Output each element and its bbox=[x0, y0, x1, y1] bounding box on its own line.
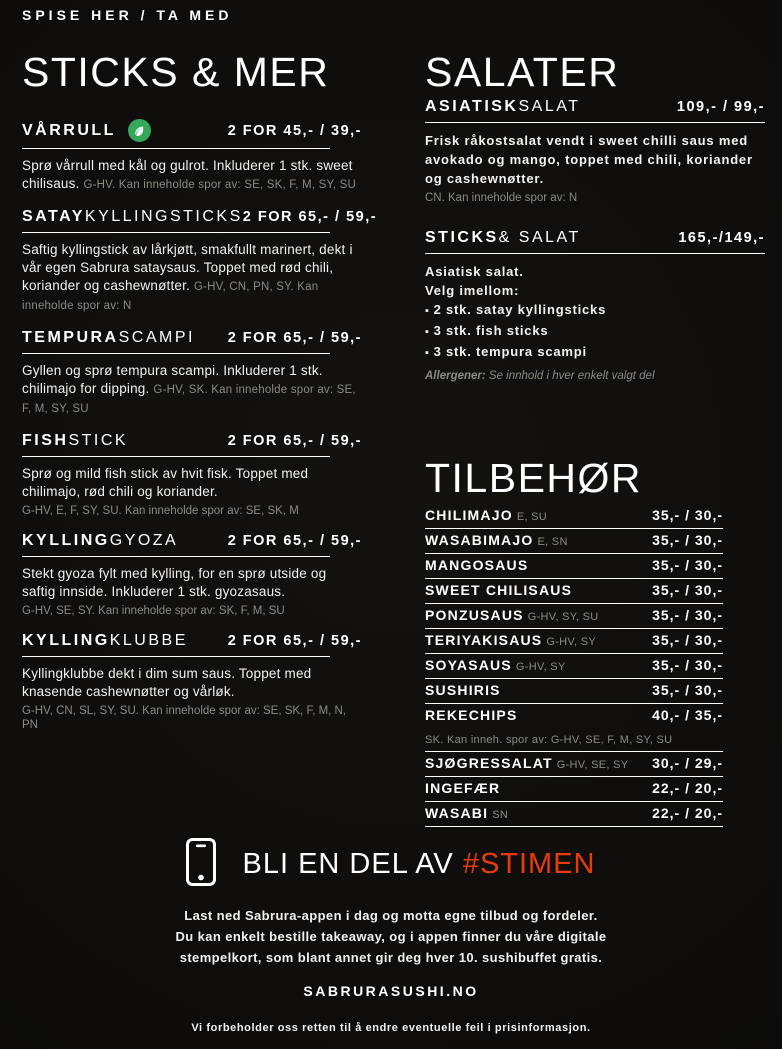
tilbehor-allergens: SN bbox=[492, 809, 509, 821]
tilbehor-price: 40,- / 35,- bbox=[652, 707, 723, 723]
item-allergens: G-HV, CN, PN, SY. Kan inneholde spor av: N bbox=[22, 281, 319, 312]
divider bbox=[425, 253, 765, 254]
item-allergens: G-HV, SE, SY. Kan inneholde spor av: SK, F, M, SU bbox=[22, 605, 285, 617]
option-item: ▪ 2 stk. satay kyllingsticks bbox=[425, 300, 765, 321]
tilbehor-name: PONZUSAUS bbox=[425, 607, 524, 623]
tilbehor-price: 30,- / 29,- bbox=[652, 755, 723, 771]
tilbehor-price: 35,- / 30,- bbox=[652, 532, 723, 548]
section-title-salater: SALATER bbox=[425, 49, 620, 95]
cta-text: BLI EN DEL AV bbox=[242, 848, 454, 880]
salater-tilbehor-section bbox=[425, 50, 765, 827]
tilbehor-name: TERIYAKISAUS bbox=[425, 632, 543, 648]
app-description-line: Du kan enkelt bestille takeaway, og i appen finner du våre digitale bbox=[175, 929, 607, 944]
item-description: Stekt gyoza fylt med kylling, for en sprø utside og saftig innside. Inkluderer 1 stk. gyozasaus. bbox=[22, 566, 327, 599]
tilbehor-row bbox=[425, 752, 723, 777]
vegetarian-leaf-icon bbox=[128, 119, 151, 142]
menu-item-fish-stick: FISH STICK 2 FOR 65,- / 59,- Sprø og mild fish stick av hvit fisk. Toppet med chilimajo, rød chili og koriander. G-HV, E, F, SY, SU. Kan inneholde spor av: SE, SK, M bbox=[22, 432, 362, 517]
tilbehor-row bbox=[425, 679, 723, 704]
price-disclaimer: Vi forbeholder oss retten til å endre eventuelle feil i prisinformasjon. bbox=[191, 1022, 591, 1034]
allergen-note: Se innhold i hver enkelt valgt del bbox=[488, 370, 655, 382]
item-name: KYLLING bbox=[22, 532, 110, 549]
item-price: 2 FOR 65,- / 59,- bbox=[227, 433, 362, 449]
tilbehor-price: 35,- / 30,- bbox=[652, 507, 723, 523]
sticks-mer-section bbox=[22, 49, 378, 746]
tilbehor-row bbox=[425, 529, 723, 554]
app-description-line: stempelkort, som blant annet gir deg hver 10. sushibuffet gratis. bbox=[179, 950, 603, 965]
tilbehor-price: 35,- / 30,- bbox=[652, 557, 723, 573]
item-price: 2 FOR 65,- / 59,- bbox=[242, 209, 378, 225]
tilbehor-row bbox=[425, 579, 723, 604]
tilbehor-row bbox=[425, 604, 723, 629]
tilbehor-allergens: G-HV, SY bbox=[515, 661, 566, 673]
item-name: TEMPURA bbox=[22, 329, 119, 346]
tilbehor-name: SWEET CHILISAUS bbox=[425, 582, 573, 598]
tilbehor-price: 35,- / 30,- bbox=[652, 682, 723, 698]
item-description-line: Asiatisk salat. bbox=[425, 264, 524, 279]
footer bbox=[0, 838, 782, 1034]
tilbehor-row-note: SK. Kan inneh. spor av: G-HV, SE, F, M, SY, SU bbox=[425, 728, 723, 752]
tilbehor-price: 35,- / 30,- bbox=[652, 607, 723, 623]
option-item: ▪ 3 stk. tempura scampi bbox=[425, 342, 765, 363]
tilbehor-name: SJØGRESSALAT bbox=[425, 755, 553, 771]
tilbehor-allergens: G-HV, SY, SU bbox=[527, 611, 599, 623]
allergen-note-label: Allergener: bbox=[425, 370, 486, 382]
section-title-tilbehor: TILBEHØR bbox=[425, 455, 643, 501]
item-description: Gyllen og sprø tempura scampi. Inkluderer 1 stk. chilimajo for dipping. bbox=[22, 363, 323, 396]
app-cta bbox=[0, 838, 782, 891]
item-allergens: G-HV, CN, SL, SY, SU. Kan inneholde spor av: SE, SK, F, M, N, PN bbox=[22, 705, 347, 731]
tilbehor-price: 22,- / 20,- bbox=[652, 780, 723, 796]
tilbehor-price: 35,- / 30,- bbox=[652, 657, 723, 673]
item-description: Sprø vårrull med kål og gulrot. Inkluderer 1 stk. sweet chilisaus. bbox=[22, 158, 353, 191]
tilbehor-name: WASABI bbox=[425, 805, 489, 821]
item-price: 2 FOR 45,- / 39,- bbox=[227, 122, 362, 139]
item-allergens: G-HV, SK. Kan inneholde spor av: SE, F, M, SY, SU bbox=[22, 384, 356, 415]
website-url: SABRURASUSHI.NO bbox=[303, 983, 479, 999]
divider bbox=[22, 148, 330, 149]
tilbehor-row bbox=[425, 504, 723, 529]
tilbehor-row bbox=[425, 802, 723, 827]
tilbehor-name: WASABIMAJO bbox=[425, 532, 534, 548]
divider bbox=[22, 353, 330, 354]
tilbehor-row bbox=[425, 777, 723, 802]
tilbehor-allergens: G-HV, SE, SY bbox=[556, 759, 629, 771]
item-description-line: Velg imellom: bbox=[425, 283, 520, 298]
tilbehor-price: 35,- / 30,- bbox=[652, 632, 723, 648]
tilbehor-price: 35,- / 30,- bbox=[652, 582, 723, 598]
menu-item-asiatisk-salat: ASIATISK SALAT 109,- / 99,- Frisk råkostsalat vendt i sweet chilli saus med avokado og mango, toppet med chili, koriander og cashewnøtter. CN. Kan inneholde spor av: N bbox=[425, 98, 765, 204]
item-description: Kyllingklubbe dekt i dim sum saus. Toppet med knasende cashewnøtter og vårløk. bbox=[22, 666, 312, 699]
menu-item-kyllingklubbe: KYLLING KLUBBE 2 FOR 65,- / 59,- Kyllingklubbe dekt i dim sum saus. Toppet med knasende cashewnøtter og vårløk. G-HV, CN, SL, SY, SU. Kan inneholde spor av: SE, SK, F, M, N, PN bbox=[22, 632, 362, 731]
item-description: Sprø og mild fish stick av hvit fisk. Toppet med chilimajo, rød chili og koriander. bbox=[22, 466, 309, 499]
item-allergens: G-HV, E, F, SY, SU. Kan inneholde spor av: SE, SK, M bbox=[22, 505, 299, 517]
divider bbox=[425, 122, 765, 123]
item-description: Saftig kyllingstick av lårkjøtt, smakfullt marinert, dekt i vår egen Sabrura sataysaus. Toppet med rød chili, koriander og cashewnøtter. bbox=[22, 242, 353, 293]
item-name: FISH bbox=[22, 432, 69, 449]
tilbehor-allergens: E, SN bbox=[537, 536, 568, 548]
divider bbox=[22, 232, 330, 233]
item-price: 109,- / 99,- bbox=[676, 99, 765, 115]
menu-item-tempura-scampi: TEMPURA SCAMPI 2 FOR 65,- / 59,- Gyllen og sprø tempura scampi. Inkluderer 1 stk. chilimajo for dipping. G-HV, SK. Kan inneholde spor av: SE, F, M, SY, SU bbox=[22, 329, 362, 415]
item-price: 2 FOR 65,- / 59,- bbox=[227, 330, 362, 346]
divider bbox=[22, 556, 330, 557]
app-description bbox=[0, 905, 782, 968]
item-price: 165,-/149,- bbox=[678, 230, 765, 246]
tilbehor-name: CHILIMAJO bbox=[425, 507, 513, 523]
tilbehor-row bbox=[425, 704, 723, 728]
menu-item-varrull bbox=[22, 119, 362, 194]
tilbehor-row bbox=[425, 629, 723, 654]
tilbehor-name: REKECHIPS bbox=[425, 707, 518, 723]
item-name: KYLLING bbox=[22, 632, 110, 649]
item-description: Frisk råkostsalat vendt i sweet chilli saus med avokado og mango, toppet med chili, koriander og cashewnøtter. bbox=[425, 133, 753, 186]
item-name: SATAY bbox=[22, 208, 85, 225]
item-price: 2 FOR 65,- / 59,- bbox=[227, 533, 362, 549]
item-name: STICKS bbox=[425, 229, 499, 246]
item-price: 2 FOR 65,- / 59,- bbox=[227, 633, 362, 649]
divider bbox=[22, 656, 330, 657]
tilbehor-allergens: E, SU bbox=[516, 511, 548, 523]
tilbehor-name: SUSHIRIS bbox=[425, 682, 501, 698]
item-name: VÅRRULL bbox=[22, 121, 116, 139]
menu-item-kylling-gyoza: KYLLING GYOZA 2 FOR 65,- / 59,- Stekt gyoza fylt med kylling, for en sprø utside og saftig innside. Inkluderer 1 stk. gyozasaus. G-HV, SE, SY. Kan inneholde spor av: SK, F, M, SU bbox=[22, 532, 362, 617]
tilbehor-allergens: G-HV, SY bbox=[546, 636, 597, 648]
menu-item-satay-kyllingsticks: SATAY KYLLINGSTICKS 2 FOR 65,- / 59,- Saftig kyllingstick av lårkjøtt, smakfullt marinert, dekt i vår egen Sabrura sataysaus. Toppet med rød chili, koriander og cashewnøtter. G-HV, CN, PN, SY. Kan inneholde spor av: N bbox=[22, 208, 378, 312]
tilbehor-row bbox=[425, 554, 723, 579]
tilbehor-name: SOYASAUS bbox=[425, 657, 512, 673]
divider bbox=[22, 456, 330, 457]
tilbehor-name: MANGOSAUS bbox=[425, 557, 529, 573]
item-allergens: CN. Kan inneholde spor av: N bbox=[425, 192, 578, 204]
section-title-sticks-mer: STICKS & MER bbox=[22, 49, 330, 95]
option-item: ▪ 3 stk. fish sticks bbox=[425, 321, 765, 342]
tilbehor-price: 22,- / 20,- bbox=[652, 805, 723, 821]
tilbehor-row bbox=[425, 654, 723, 679]
tilbehor-name: INGEFÆR bbox=[425, 780, 501, 796]
item-name: ASIATISK bbox=[425, 98, 519, 115]
item-allergens: G-HV. Kan inneholde spor av: SE, SK, F, M, SY, SU bbox=[83, 179, 356, 191]
dine-in-takeaway-label: SPISE HER / TA MED bbox=[22, 7, 233, 23]
app-description-line: Last ned Sabrura-appen i dag og motta egne tilbud og fordeler. bbox=[184, 908, 598, 923]
cta-hashtag: #STIMEN bbox=[462, 848, 596, 880]
phone-icon bbox=[186, 838, 216, 891]
menu-item-sticks-salat: STICKS & SALAT 165,-/149,- Asiatisk salat. Velg imellom: ▪ 2 stk. satay kyllingsticks ▪ 3 stk. fish sticks ▪ 3 stk. tempura scampi Allergener: Se innhold i hver enkelt valgt del bbox=[425, 229, 765, 385]
